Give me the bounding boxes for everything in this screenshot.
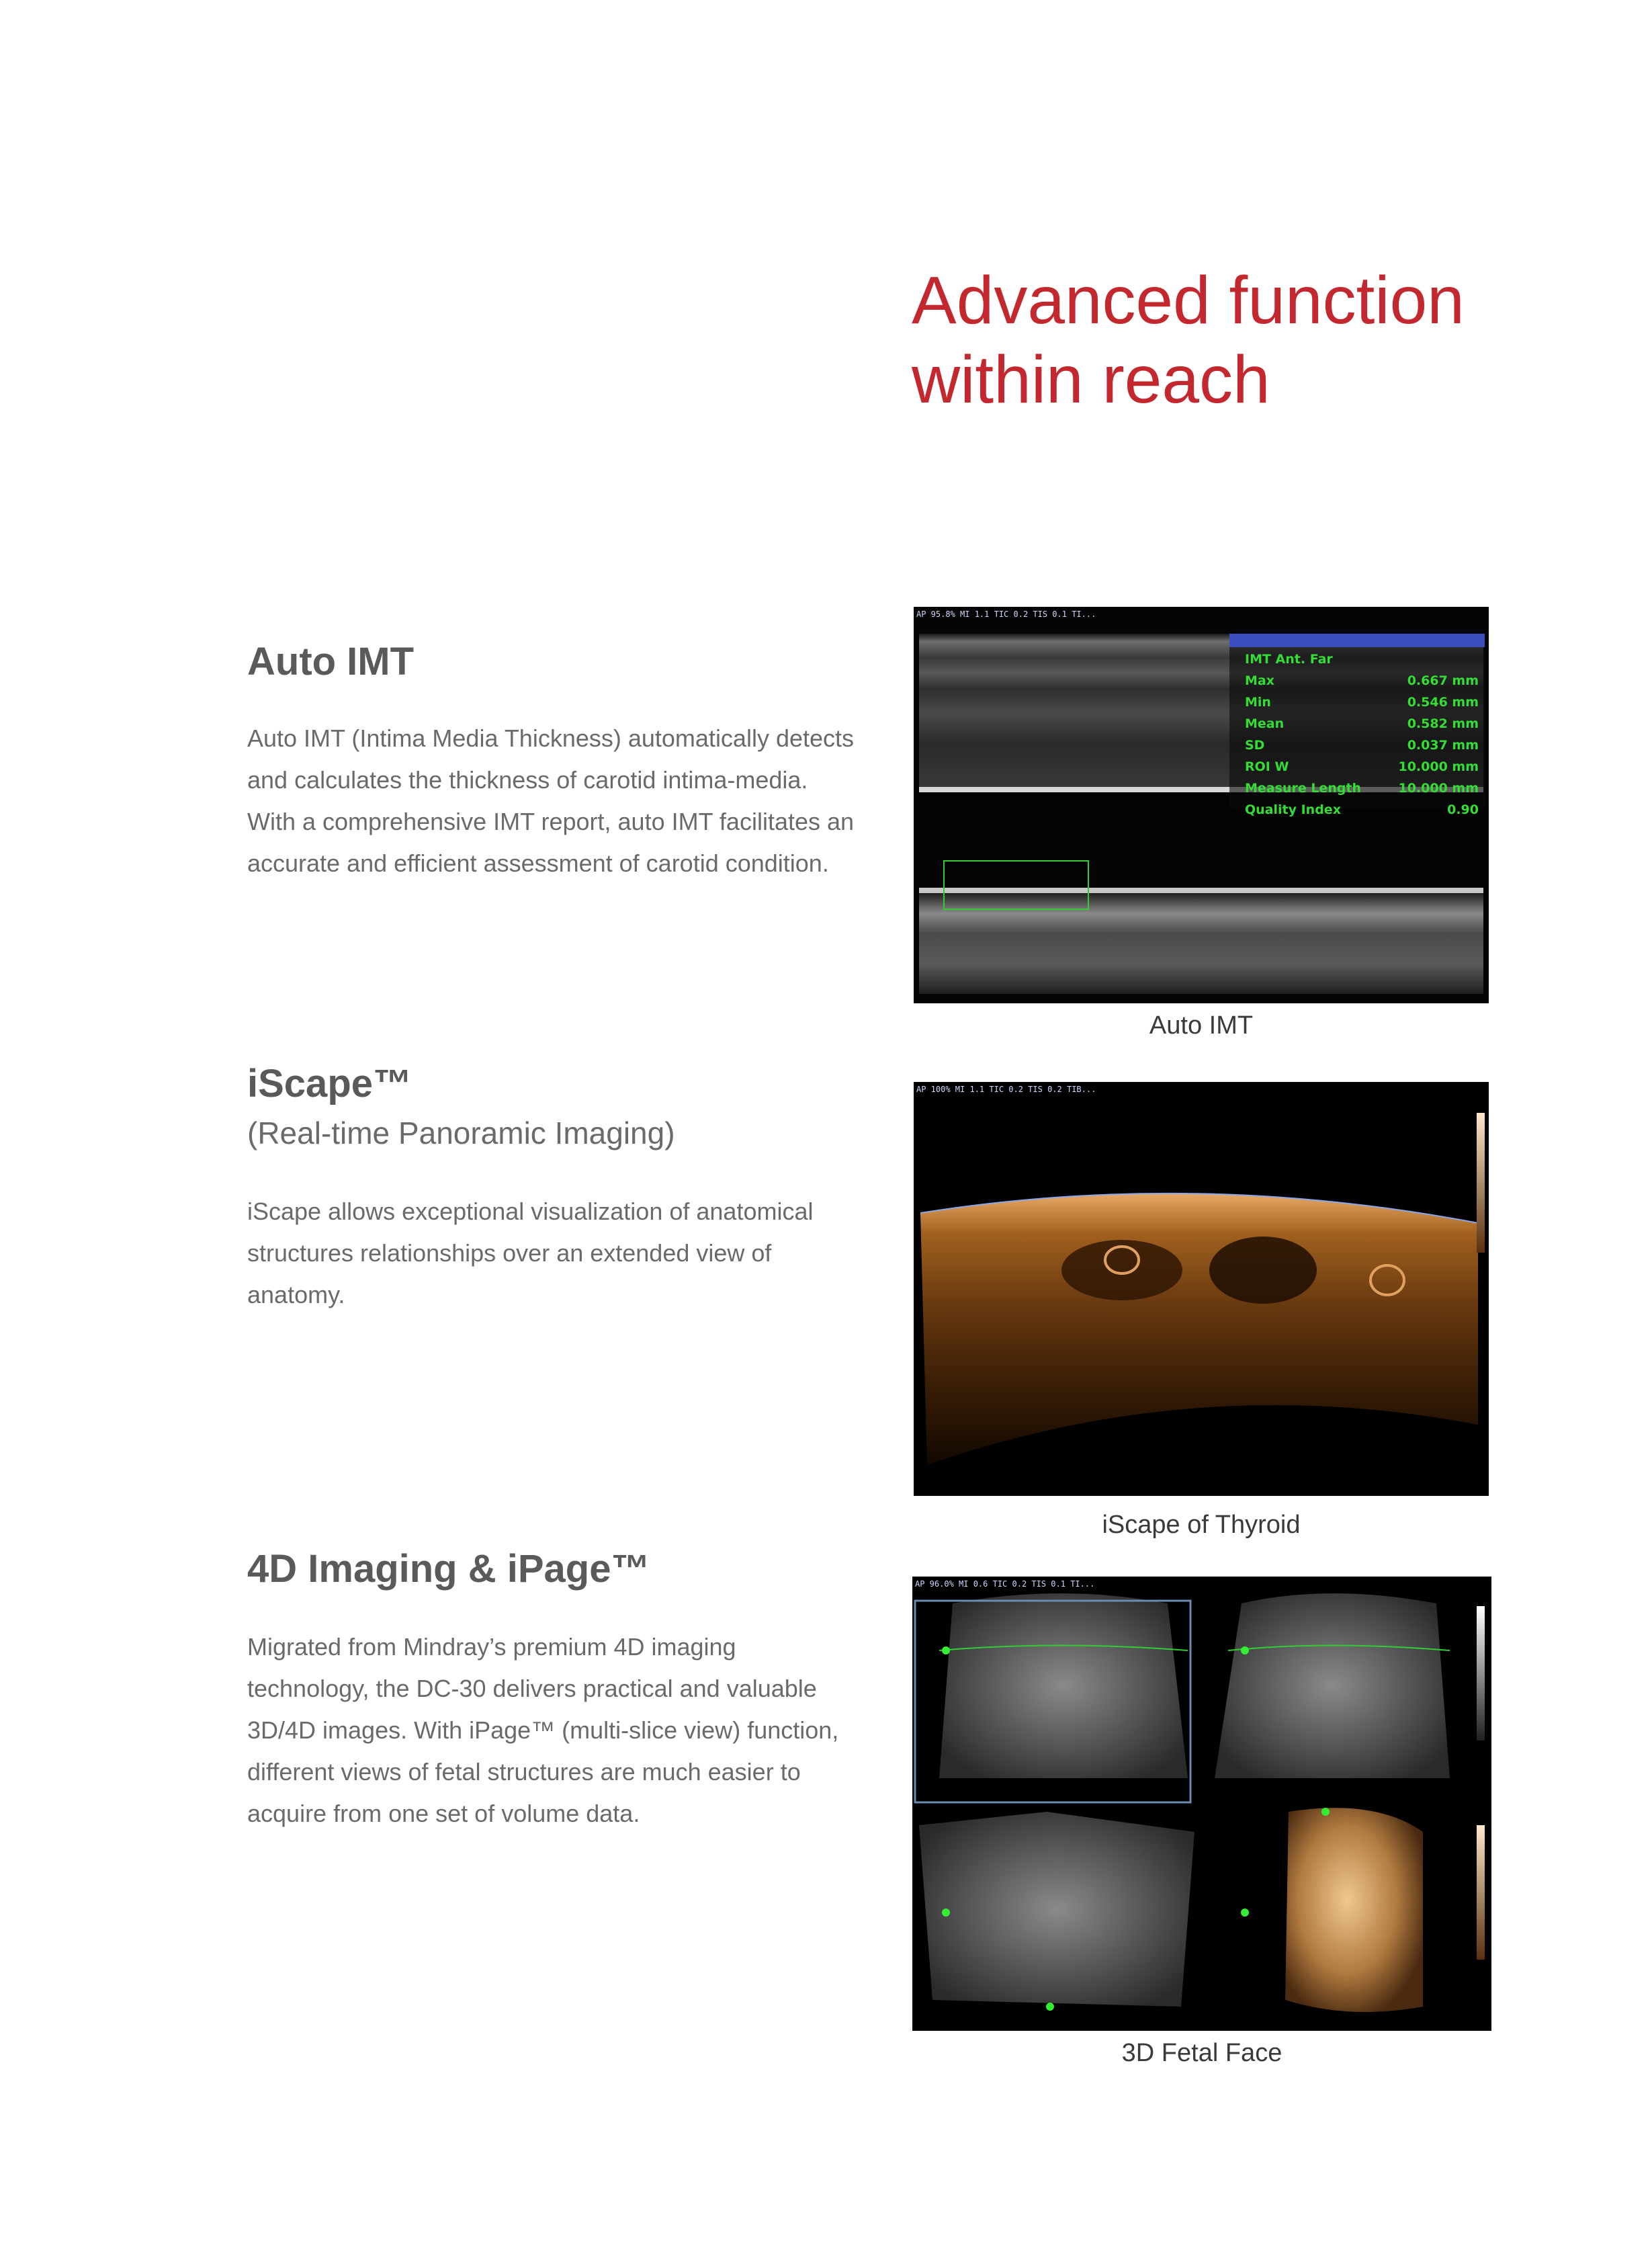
body-line: anatomy. bbox=[247, 1281, 345, 1308]
image-header-text: AP 100% MI 1.1 TIC 0.2 TIS 0.2 TIB... bbox=[916, 1085, 1096, 1094]
body-line: technology, the DC-30 delivers practical and valuable bbox=[247, 1675, 817, 1702]
fetal-face-4d-image bbox=[912, 1577, 1491, 2031]
caption-iscape: iScape of Thyroid bbox=[1102, 1511, 1301, 1539]
page-title bbox=[912, 261, 1583, 419]
section-heading: 4D Imaging & iPage™ bbox=[247, 1547, 650, 1591]
imt-row: ROI W 10.000 mm bbox=[1245, 759, 1479, 774]
body-line: accurate and efficient assessment of carotid condition. bbox=[247, 849, 829, 877]
caption-3d-fetal-face: 3D Fetal Face bbox=[1121, 2039, 1283, 2067]
image-header-text: AP 96.0% MI 0.6 TIC 0.2 TIS 0.1 TI... bbox=[915, 1579, 1095, 1589]
imt-row: Quality Index 0.90 bbox=[1245, 802, 1479, 817]
imt-row: Measure Length 10.000 mm bbox=[1245, 781, 1479, 796]
section-heading: iScape™ bbox=[247, 1062, 412, 1105]
body-line: Migrated from Mindray’s premium 4D imaging bbox=[247, 1633, 736, 1661]
page-title-line-2: within reach bbox=[912, 342, 1270, 417]
auto-imt-ultrasound-image bbox=[914, 607, 1489, 1003]
body-line: 3D/4D images. With iPage™ (multi-slice view) function, bbox=[247, 1716, 839, 1744]
imt-row: Mean 0.582 mm bbox=[1245, 716, 1479, 731]
body-line: Auto IMT (Intima Media Thickness) automatically detects bbox=[247, 724, 855, 752]
caption-auto-imt: Auto IMT bbox=[1149, 1011, 1254, 1040]
section-subheading: (Real-time Panoramic Imaging) bbox=[247, 1116, 675, 1150]
section-iscape bbox=[247, 1060, 906, 1316]
body-line: iScape allows exceptional visualization of anatomical bbox=[247, 1198, 814, 1225]
body-line: structures relationships over an extended view of bbox=[247, 1239, 772, 1267]
body-line: acquire from one set of volume data. bbox=[247, 1800, 640, 1827]
imt-row: Min 0.546 mm bbox=[1245, 695, 1479, 710]
section-body bbox=[247, 718, 906, 884]
section-auto-imt bbox=[247, 638, 906, 884]
body-line: and calculates the thickness of carotid intima-media. bbox=[247, 766, 808, 794]
section-4d-imaging bbox=[247, 1546, 906, 1835]
image-header-text: AP 95.8% MI 1.1 TIC 0.2 TIS 0.1 TI... bbox=[916, 610, 1096, 619]
page-title-line-1: Advanced function bbox=[912, 263, 1465, 338]
imt-panel-title: IMT Ant. Far bbox=[1245, 652, 1333, 667]
iscape-thyroid-image bbox=[914, 1082, 1489, 1496]
body-line: With a comprehensive IMT report, auto IMT facilitates an bbox=[247, 808, 855, 835]
imt-row: SD 0.037 mm bbox=[1245, 738, 1479, 753]
imt-row: Max 0.667 mm bbox=[1245, 673, 1479, 688]
section-body bbox=[247, 1626, 906, 1835]
section-body bbox=[247, 1191, 906, 1316]
section-heading: Auto IMT bbox=[247, 640, 415, 683]
body-line: different views of fetal structures are much easier to bbox=[247, 1758, 801, 1786]
imt-measurement-panel bbox=[1233, 648, 1481, 821]
